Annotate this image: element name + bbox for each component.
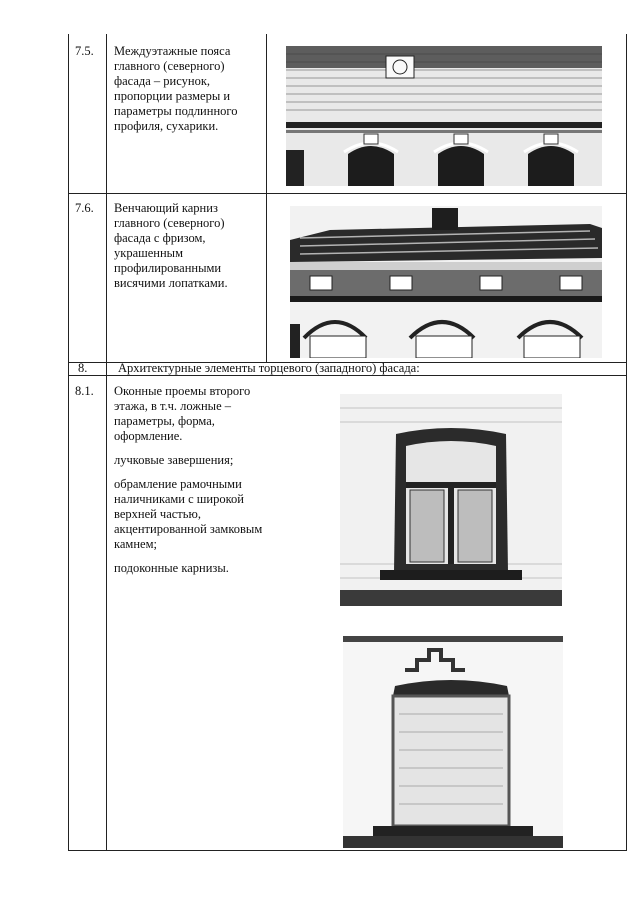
table-border-bottom	[68, 850, 627, 851]
row-number-7-5: 7.5.	[75, 44, 94, 58]
paragraph-sill-cornices: подоконные карнизы.	[114, 561, 229, 575]
row-divider-7-6	[68, 193, 627, 194]
paragraph-frame-casings: обрамление рамочными наличниками с широкой верхней частью, акцентированной замковым камнем;	[114, 477, 263, 551]
photo-window-opening	[340, 394, 562, 606]
photo-crowning-cornice	[290, 206, 602, 358]
row-description-7-6: Венчающий карниз главного (северного) фасада с фризом, украшенным профилированными висячими лопатками.	[114, 201, 228, 290]
row-number-7-6: 7.6.	[75, 201, 94, 215]
paragraph-window-openings: Оконные проемы второго этажа, в т.ч. ложные – параметры, форма, оформление.	[114, 384, 251, 443]
text-column-divider-upper	[266, 34, 267, 362]
row-description-8-1	[114, 384, 266, 585]
paragraph-arched-tops: лучковые завершения;	[114, 453, 234, 467]
table-border-right	[626, 34, 627, 850]
number-column-divider	[106, 34, 107, 850]
row-number-8-1: 8.1.	[75, 384, 94, 398]
table-border-left	[68, 34, 69, 850]
section-heading-west-facade: Архитектурные элементы торцевого (западного) фасада:	[118, 361, 420, 375]
row-number-8: 8.	[78, 361, 88, 375]
row-description-7-5: Междуэтажные пояса главного (северного) фасада – рисунок, пропорции размеры и параметры подлинного профиля, сухарики.	[114, 44, 238, 133]
photo-interfloor-belts	[286, 46, 602, 186]
photo-false-window	[343, 636, 563, 848]
